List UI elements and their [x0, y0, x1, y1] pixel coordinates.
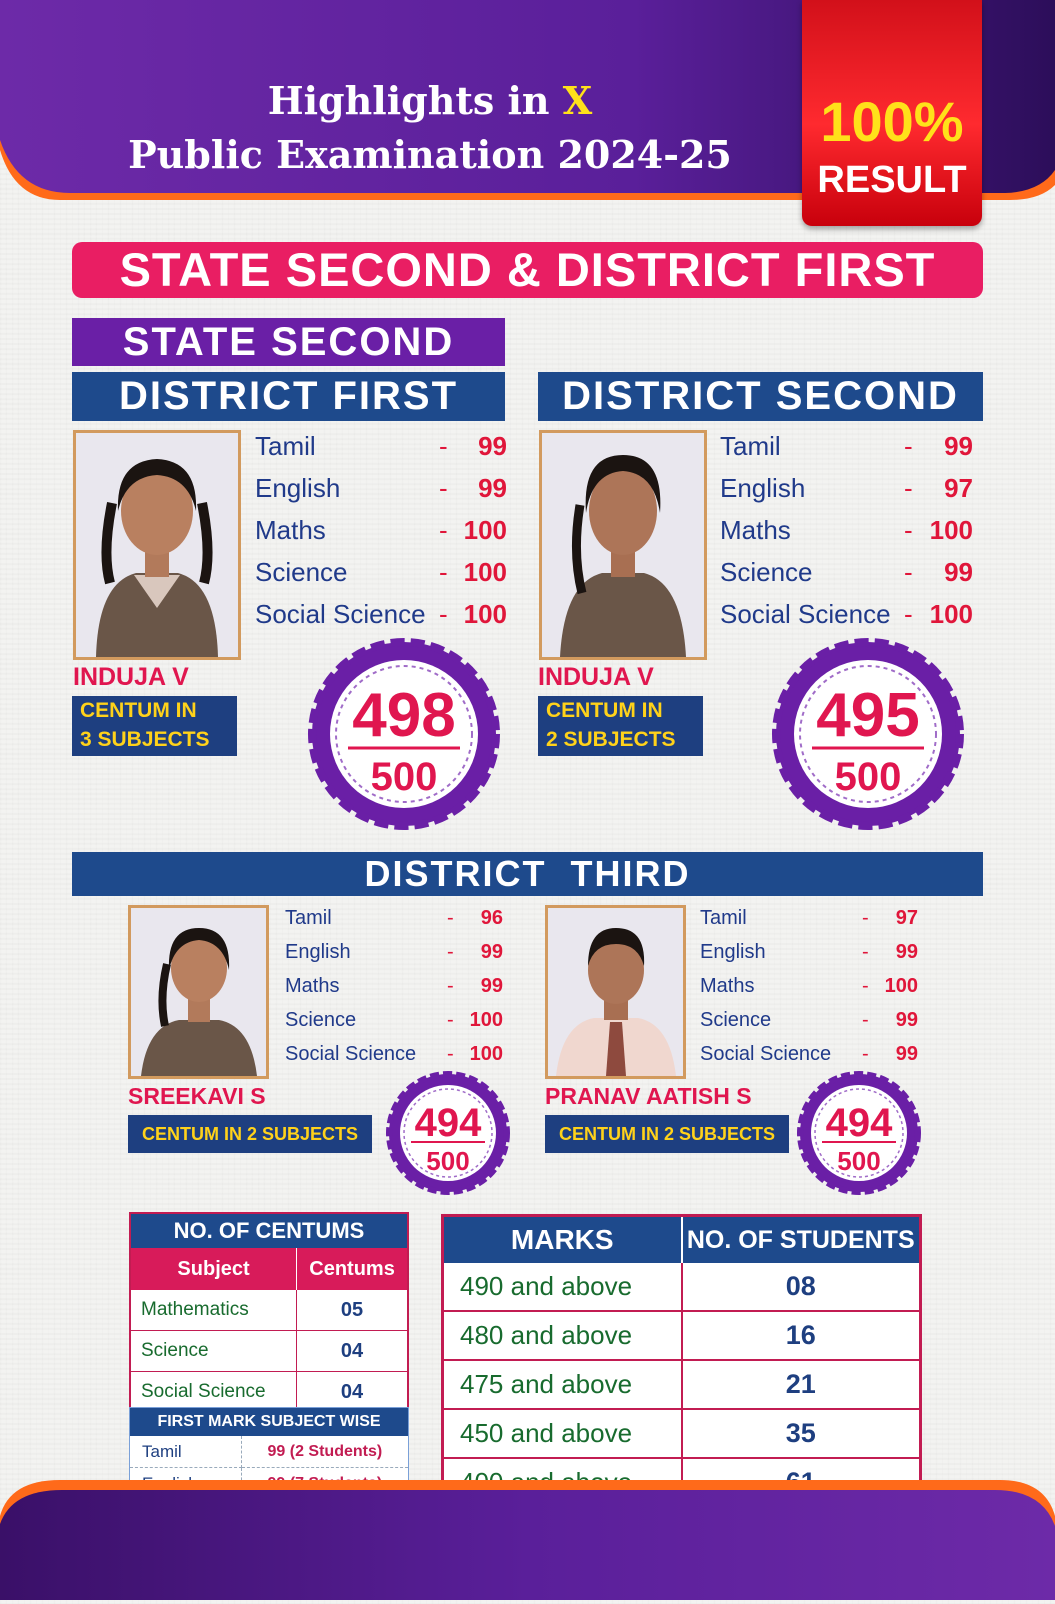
subject-list-first: [255, 425, 507, 635]
portrait-icon: [542, 433, 704, 657]
student-name: INDUJA V: [73, 663, 189, 691]
subject-row: Tamil - 99: [255, 431, 507, 461]
subject-row: Science - 99: [720, 557, 973, 587]
student-name: SREEKAVI S: [128, 1083, 266, 1109]
subject-row: Science - 99: [700, 1009, 918, 1031]
table-row: 475 and above 21: [444, 1360, 919, 1409]
subject-row: Social Science - 100: [720, 599, 973, 629]
score-value: 494: [414, 1101, 482, 1145]
table-row: Mathematics 05: [131, 1290, 407, 1331]
first-mark-title: FIRST MARK SUBJECT WISE: [130, 1408, 408, 1436]
score-value: 498: [352, 681, 456, 750]
student-photo-sreekavi: [128, 905, 269, 1079]
main-banner: STATE SECOND & DISTRICT FIRST: [72, 242, 983, 298]
label-district-second: DISTRICT SECOND: [538, 372, 983, 421]
score-value: 495: [816, 681, 920, 750]
subject-row: Social Science - 100: [285, 1043, 503, 1065]
student-photo-induja-1: [73, 430, 241, 660]
subject-row: English - 99: [700, 941, 918, 963]
subject-row: English - 99: [255, 473, 507, 503]
score-total: 500: [837, 1146, 881, 1176]
portrait-icon: [548, 908, 683, 1076]
subject-row: Social Science - 100: [255, 599, 507, 629]
centum-tag: CENTUM IN 2 SUBJECTS: [128, 1115, 372, 1153]
subject-row: English - 97: [720, 473, 973, 503]
subject-row: Tamil - 97: [700, 907, 918, 929]
label-district-first: DISTRICT FIRST: [72, 372, 505, 421]
subject-row: Social Science - 99: [700, 1043, 918, 1065]
label-district-third: DISTRICT THIRD: [72, 852, 983, 896]
score-value: 494: [825, 1101, 893, 1145]
subject-row: Maths - 100: [700, 975, 918, 997]
score-seal-pranav: [796, 1070, 922, 1196]
marks-table: [441, 1214, 922, 1509]
centums-header-row: Subject Centums: [131, 1248, 407, 1290]
table-row: Tamil 99 (2 Students): [130, 1436, 408, 1468]
student-photo-pranav: [545, 905, 686, 1079]
table-row: Science 04: [131, 1331, 407, 1372]
badge-percent: 100%: [820, 90, 964, 153]
portrait-icon: [131, 908, 266, 1076]
score-seal-first: [308, 638, 500, 830]
footer-banner: [0, 1476, 1055, 1600]
badge-label: RESULT: [817, 159, 967, 201]
subject-row: Science - 100: [285, 1009, 503, 1031]
subject-row: Maths - 100: [720, 515, 973, 545]
portrait-icon: [76, 433, 238, 657]
table-row: 450 and above 35: [444, 1409, 919, 1458]
subject-row: Tamil - 96: [285, 907, 503, 929]
subject-list-pranav: [700, 901, 918, 1071]
table-row: 490 and above 08: [444, 1263, 919, 1311]
centum-tag: CENTUM IN 2 SUBJECTS: [545, 1115, 789, 1153]
label-state-second: STATE SECOND: [72, 318, 505, 366]
centum-tag: CENTUM IN 3 SUBJECTS: [72, 696, 237, 756]
score-total: 500: [426, 1146, 470, 1176]
centums-title: NO. OF CENTUMS: [131, 1214, 407, 1248]
student-name: INDUJA V: [538, 663, 654, 691]
marks-header-row: MARKS NO. OF STUDENTS: [444, 1217, 919, 1263]
table-row: 480 and above 16: [444, 1311, 919, 1360]
score-seal-second: [772, 638, 964, 830]
table-row: Social Science 04: [131, 1372, 407, 1413]
score-total: 500: [370, 755, 438, 799]
subject-list-sreekavi: [285, 901, 503, 1071]
centum-tag: CENTUM IN 2 SUBJECTS: [538, 696, 703, 756]
centums-table: [129, 1212, 409, 1414]
subject-row: Maths - 100: [255, 515, 507, 545]
student-photo-induja-2: [539, 430, 707, 660]
student-name: PRANAV AATISH S: [545, 1083, 752, 1109]
subject-row: English - 99: [285, 941, 503, 963]
score-total: 500: [834, 755, 902, 799]
subject-row: Maths - 99: [285, 975, 503, 997]
header-title: Highlights in X Public Examination 2024-25: [128, 78, 732, 177]
subject-row: Science - 100: [255, 557, 507, 587]
subject-list-second: [720, 425, 973, 635]
score-seal-sreekavi: [385, 1070, 511, 1196]
subject-row: Tamil - 99: [720, 431, 973, 461]
result-badge: [802, 0, 982, 226]
